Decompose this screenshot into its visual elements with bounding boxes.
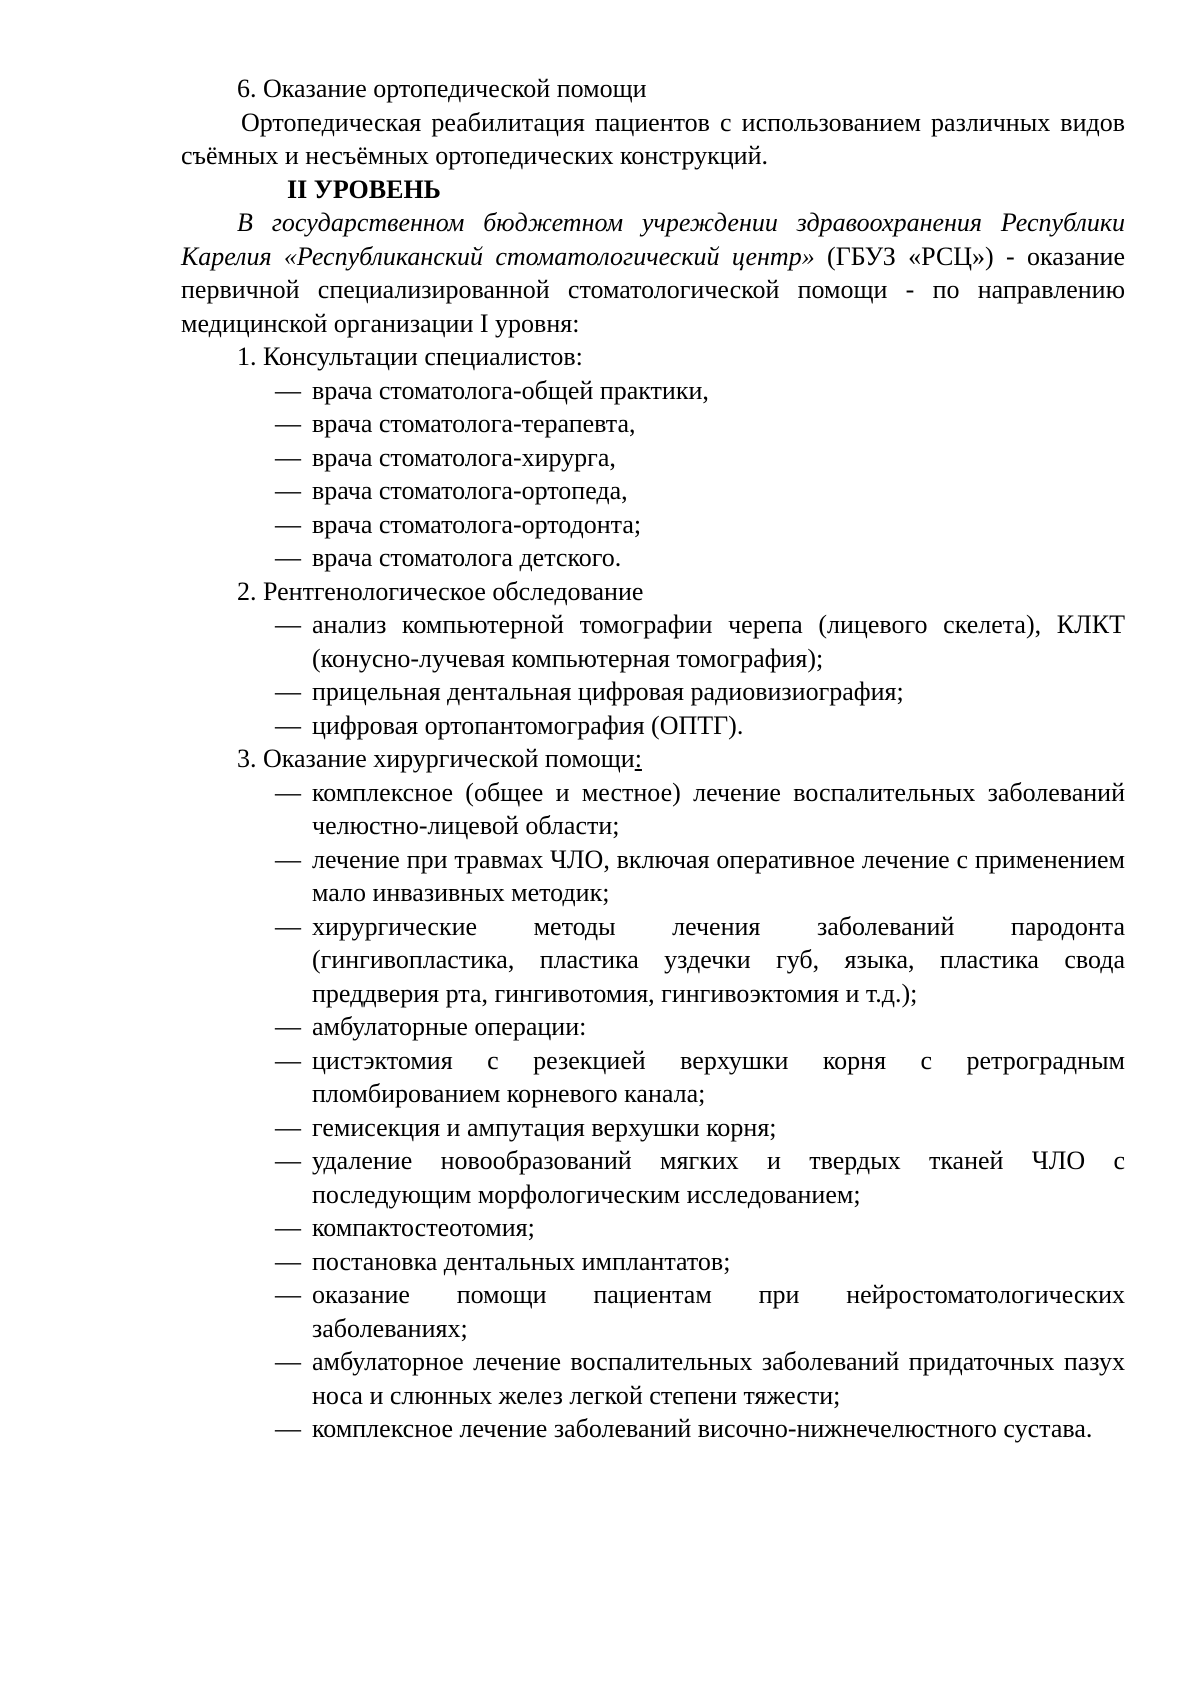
dash-marker: —: [275, 844, 301, 874]
list-item: [275, 1044, 1125, 1111]
list-item-text: гемисекция и ампутация верхушки корня;: [312, 1112, 777, 1142]
list-item-text: комплексное (общее и местное) лечение воспалительных заболеваний челюстно-лицевой области;: [312, 777, 1125, 840]
list-item-text: прицельная дентальная цифровая радиовизиография;: [312, 677, 904, 706]
list-item: [275, 709, 1125, 743]
dash-marker: —: [275, 375, 301, 405]
surgery-list: [181, 776, 1125, 1446]
consultations-list: [181, 374, 1125, 575]
dash-marker: —: [275, 1146, 301, 1175]
item-3-title-text: 3. Оказание хирургической помощи: [237, 744, 635, 773]
radiology-list: [181, 608, 1125, 742]
list-item: [275, 776, 1125, 843]
dash-marker: —: [275, 1045, 301, 1075]
list-item-text: хирургические методы лечения заболеваний пародонта (гингивопластика, пластика уздечки губ, языка, пластика свода преддверия рта, гингивотомия, гингивоэктомия и т.д.);: [312, 911, 1125, 1008]
list-item-text: врача стоматолога детского.: [312, 543, 622, 572]
list-item: [275, 1345, 1125, 1412]
list-item: [275, 508, 1125, 542]
item-2-title: 2. Рентгенологическое обследование: [237, 576, 644, 606]
dash-marker: —: [275, 1347, 301, 1376]
dash-marker: —: [275, 911, 301, 941]
item-1-title: 1. Консультации специалистов:: [237, 342, 583, 371]
list-item-text: амбулаторное лечение воспалительных заболеваний придаточных пазух носа и слюнных желез легкой степени тяжести;: [312, 1347, 1125, 1410]
list-item: [275, 474, 1125, 508]
list-item-text: удаление новообразований мягких и твердых тканей ЧЛО с последующим морфологическим исследованием;: [312, 1146, 1125, 1209]
dash-marker: —: [275, 1213, 301, 1242]
list-item-text: лечение при травмах ЧЛО, включая оперативное лечение с применением мало инвазивных методик;: [312, 844, 1125, 907]
list-item: [275, 843, 1125, 910]
dash-marker: —: [275, 1246, 301, 1276]
dash-marker: —: [275, 610, 301, 639]
item-3-title: [181, 742, 1125, 776]
item-3-title-colon: :: [634, 744, 642, 773]
list-item: [275, 1111, 1125, 1145]
dash-marker: —: [275, 543, 301, 572]
dash-marker: —: [275, 710, 301, 740]
list-item-text: оказание помощи пациентам при нейростоматологических заболеваниях;: [312, 1280, 1125, 1343]
list-item-text: врача стоматолога-ортопеда,: [312, 476, 628, 505]
list-item-text: постановка дентальных имплантатов;: [312, 1246, 731, 1276]
list-item: [275, 541, 1125, 575]
institution-name: В государственном бюджетном учреждении здравоохранения Республики Карелия «Республиканский стоматологический центр»: [181, 208, 1125, 271]
dash-marker: —: [275, 1414, 301, 1443]
list-item-text: комплексное лечение заболеваний височно-нижнечелюстного сустава.: [312, 1414, 1093, 1443]
list-item-text: врача стоматолога-общей практики,: [312, 375, 709, 405]
document-page: [181, 72, 1125, 1446]
dash-marker: —: [275, 1012, 301, 1041]
list-item: [275, 1245, 1125, 1279]
list-item: [275, 1211, 1125, 1245]
dash-marker: —: [275, 1112, 301, 1142]
list-item-text: цистэктомия с резекцией верхушки корня с ретроградным пломбированием корневого канала;: [312, 1045, 1125, 1108]
list-item: [275, 608, 1125, 675]
level-intro-paragraph: [181, 206, 1125, 340]
list-item: [275, 675, 1125, 709]
list-item-text: врача стоматолога-ортодонта;: [312, 509, 642, 539]
dash-marker: —: [275, 677, 301, 706]
list-item-text: компактостеотомия;: [312, 1213, 535, 1242]
level-heading: II УРОВЕНЬ: [287, 174, 441, 204]
dash-marker: —: [275, 409, 301, 438]
section-6-title: 6. Оказание ортопедической помощи: [237, 74, 647, 103]
list-item: [275, 910, 1125, 1011]
list-item: [275, 441, 1125, 475]
dash-marker: —: [275, 509, 301, 539]
list-item: [275, 1010, 1125, 1044]
list-item-text: цифровая ортопантомография (ОПТГ).: [312, 710, 744, 740]
dash-marker: —: [275, 1280, 301, 1309]
dash-marker: —: [275, 777, 301, 807]
list-item: [275, 374, 1125, 408]
list-item: [275, 1412, 1125, 1446]
level-intro-text: (ГБУЗ «РСЦ») - оказание первичной специализированной стоматологической помощи - по направлению медицинской организации I уровня:: [181, 241, 1125, 338]
list-item: [275, 1144, 1125, 1211]
list-item: [275, 1278, 1125, 1345]
list-item-text: врача стоматолога-терапевта,: [312, 409, 636, 438]
list-item-text: амбулаторные операции:: [312, 1012, 587, 1041]
dash-marker: —: [275, 442, 301, 472]
dash-marker: —: [275, 476, 301, 505]
section-6-text: Ортопедическая реабилитация пациентов с использованием различных видов съёмных и несъёмных ортопедических конструкций.: [181, 107, 1125, 170]
list-item-text: анализ компьютерной томографии черепа (лицевого скелета), КЛКТ (конусно-лучевая компьютерная томография);: [312, 610, 1125, 673]
list-item: [275, 407, 1125, 441]
list-item-text: врача стоматолога-хирурга,: [312, 442, 616, 472]
